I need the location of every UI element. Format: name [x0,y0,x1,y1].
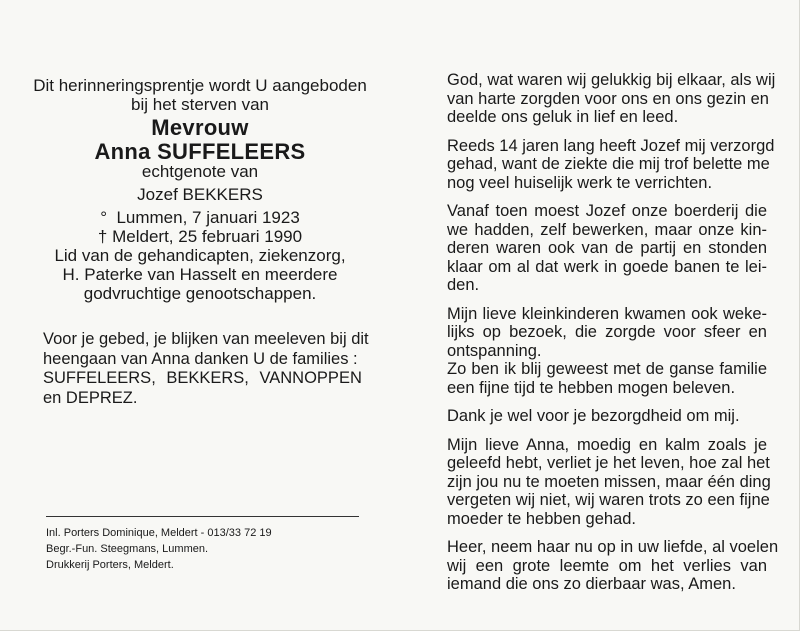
birth-symbol: ° [100,208,107,227]
divider [46,516,359,517]
poem-paragraph [447,538,779,594]
poem-paragraph [447,202,767,295]
poem-line: van harte zorgden voor ons en ons gezin en [447,89,769,108]
poem-paragraph [447,136,775,193]
poem-line: den. [447,276,480,294]
poem-line: wij een grote leemte om het verlies van [447,556,767,575]
poem-line: nog veel huiselijk werk te verrichten. [447,173,713,192]
credit-line: Inl. Porters Dominique, Meldert - 013/33 72 19 [46,527,272,539]
poem-line: ontspanning. [447,341,542,360]
honorific: Mevrouw [151,115,249,140]
membership-line: Lid van de gehandicapten, ziekenzorg, [54,246,346,265]
thanks-block [43,330,369,408]
poem-line: Dank je wel voor je bezorgdheid om mij. [447,407,740,425]
poem-line: geleefd hebt, verliet je het leven, hoe zal het [447,454,770,472]
thanks-line: heengaan van Anna danken U de families : [43,349,358,368]
poem-paragraph [447,71,776,127]
credit-line: Drukkerij Porters, Meldert. [46,559,174,571]
poem-line: lijks op bezoek, die zorgde voor sfeer en [447,323,767,341]
birth-date: Lummen, 7 januari 1923 [116,208,300,227]
poem-line: iemand die ons zo dierbaar was, Amen. [447,575,736,593]
poem-line: gehad, want de ziekte die mij trof belette me [447,155,770,173]
credit-line: Begr.-Fun. Steegmans, Lummen. [46,543,209,555]
credits-block [46,525,272,573]
poem-line: Reeds 14 jaren lang heeft Jozef mij verzorgd [447,136,775,155]
poem-line: Heer, neem haar nu op in uw liefde, al voelen [447,538,779,556]
spouse-name: Jozef BEKKERS [137,185,263,204]
poem-line: we hadden, zelf bewerken, maar onze kin- [447,220,767,239]
poem-line: moeder te hebben gehad. [447,509,636,528]
poem-line: een fijne tijd te hebben mogen beleven. [447,378,736,397]
intro-line-1: Dit herinneringsprentje wordt U aangeboden [33,76,367,95]
relation-label: echtgenote van [141,162,259,181]
poem-line: Mijn lieve Anna, moedig en kalm zoals je [447,435,767,454]
right-panel-poem [447,71,779,604]
poem-line: God, wat waren wij gelukkig bij elkaar, als wij [447,71,776,89]
deceased-name: Anna SUFFELEERS [94,139,306,164]
poem-line: klaar om al dat werk in goede banen te lei- [447,257,767,276]
poem-paragraph [447,407,767,426]
poem-paragraph [447,305,767,398]
membership-line: godvruchtige genootschappen. [83,284,317,303]
thanks-line: en DEPREZ. [43,388,138,407]
poem-line: Vanaf toen moest Jozef onze boerderij die [447,202,767,220]
cross-icon: † [97,227,108,246]
poem-line: deren waren ook van de partij en stonden [447,239,767,257]
thanks-line: SUFFELEERS, BEKKERS, VANNOPPEN [43,369,362,387]
death-line [0,227,400,246]
poem-line: zijn jou nu te moeten missen, maar één ding [447,472,771,491]
death-date: Meldert, 25 februari 1990 [112,227,303,246]
intro-line-2: bij het sterven van [131,95,269,114]
poem-line: vergeten wij niet, wij waren trots zo een fijne [447,491,770,509]
poem-line: Mijn lieve kleinkinderen kwamen ook weke- [447,304,767,323]
poem-line: deelde ons geluk in lief en leed. [447,108,679,126]
membership-line: H. Paterke van Hasselt en meerdere [62,265,338,284]
thanks-line: Voor je gebed, je blijken van meeleven bij dit [43,330,369,348]
poem-line: Zo ben ik blij geweest met de ganse familie [447,360,767,378]
poem-paragraph [447,435,771,529]
birth-line [0,208,400,227]
